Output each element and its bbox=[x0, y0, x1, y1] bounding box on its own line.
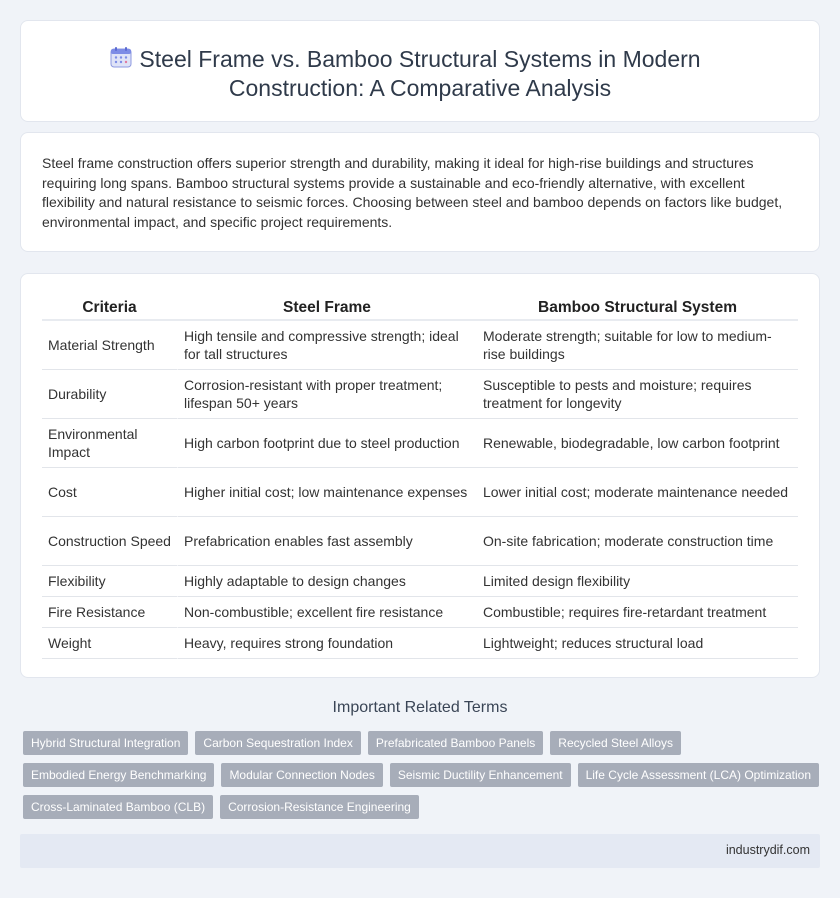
bamboo-cell: Susceptible to pests and moisture; requires treatment for longevity bbox=[477, 370, 798, 419]
bamboo-cell: Lower initial cost; moderate maintenance needed bbox=[477, 468, 798, 517]
footer-site-link[interactable]: industrydif.com bbox=[725, 843, 810, 857]
related-term-tag[interactable]: Prefabricated Bamboo Panels bbox=[368, 731, 543, 755]
intro-paragraph: Steel frame construction offers superior strength and durability, making it ideal for high-rise buildings and structures requiring long spans. Bamboo structural systems provide a sustainable and eco-friendly alternative, with excellent flexibility and natural resistance to seismic forces. Choosing between steel and bamboo depends on factors like budget, environmental impact, and specific project requirements. bbox=[42, 155, 783, 230]
criteria-cell: Environmental Impact bbox=[42, 419, 177, 468]
header-steel-frame: Steel Frame bbox=[177, 295, 477, 321]
criteria-cell: Weight bbox=[42, 628, 177, 659]
related-term-tag[interactable]: Carbon Sequestration Index bbox=[195, 731, 360, 755]
comparison-table bbox=[42, 295, 798, 659]
table-row bbox=[42, 517, 798, 566]
steel-cell: High tensile and compressive strength; ideal for tall structures bbox=[177, 321, 477, 370]
term-row bbox=[23, 763, 823, 787]
comparison-table-card bbox=[20, 273, 820, 678]
header-criteria: Criteria bbox=[42, 295, 177, 321]
steel-cell: Heavy, requires strong foundation bbox=[177, 628, 477, 659]
bamboo-cell: Limited design flexibility bbox=[477, 566, 798, 597]
related-term-tag[interactable]: Recycled Steel Alloys bbox=[550, 731, 681, 755]
intro-card bbox=[20, 132, 820, 252]
criteria-cell: Material Strength bbox=[42, 321, 177, 370]
table-row bbox=[42, 419, 798, 468]
bamboo-cell: Lightweight; reduces structural load bbox=[477, 628, 798, 659]
criteria-cell: Fire Resistance bbox=[42, 597, 177, 628]
bamboo-cell: On-site fabrication; moderate construction time bbox=[477, 517, 798, 566]
term-row bbox=[23, 795, 823, 819]
table-row bbox=[42, 566, 798, 597]
criteria-cell: Durability bbox=[42, 370, 177, 419]
term-row bbox=[23, 731, 823, 755]
steel-cell: Prefabrication enables fast assembly bbox=[177, 517, 477, 566]
related-terms-list bbox=[23, 731, 823, 827]
steel-cell: High carbon footprint due to steel production bbox=[177, 419, 477, 468]
steel-cell: Higher initial cost; low maintenance expenses bbox=[177, 468, 477, 517]
bamboo-cell: Moderate strength; suitable for low to medium-rise buildings bbox=[477, 321, 798, 370]
steel-cell: Non-combustible; excellent fire resistance bbox=[177, 597, 477, 628]
criteria-cell: Flexibility bbox=[42, 566, 177, 597]
footer-bar bbox=[20, 834, 820, 868]
related-terms-heading: Important Related Terms bbox=[332, 699, 508, 716]
related-term-tag[interactable]: Corrosion-Resistance Engineering bbox=[220, 795, 419, 819]
title-card bbox=[20, 20, 820, 122]
related-term-tag[interactable]: Embodied Energy Benchmarking bbox=[23, 763, 214, 787]
steel-cell: Corrosion-resistant with proper treatment; lifespan 50+ years bbox=[177, 370, 477, 419]
bamboo-cell: Renewable, biodegradable, low carbon footprint bbox=[477, 419, 798, 468]
table-header-row bbox=[42, 295, 798, 321]
related-term-tag[interactable]: Life Cycle Assessment (LCA) Optimization bbox=[578, 763, 819, 787]
related-term-tag[interactable]: Hybrid Structural Integration bbox=[23, 731, 188, 755]
related-term-tag[interactable]: Seismic Ductility Enhancement bbox=[390, 763, 571, 787]
steel-cell: Highly adaptable to design changes bbox=[177, 566, 477, 597]
table-row bbox=[42, 370, 798, 419]
header-bamboo-system: Bamboo Structural System bbox=[477, 295, 798, 321]
criteria-cell: Construction Speed bbox=[42, 517, 177, 566]
bamboo-cell: Combustible; requires fire-retardant treatment bbox=[477, 597, 798, 628]
page-title: Steel Frame vs. Bamboo Structural Systems in Modern Construction: A Comparative Analysis bbox=[139, 46, 701, 101]
table-row bbox=[42, 321, 798, 370]
table-row bbox=[42, 597, 798, 628]
criteria-cell: Cost bbox=[42, 468, 177, 517]
table-row bbox=[42, 628, 798, 659]
table-row bbox=[42, 468, 798, 517]
related-term-tag[interactable]: Cross-Laminated Bamboo (CLB) bbox=[23, 795, 213, 819]
related-term-tag[interactable]: Modular Connection Nodes bbox=[221, 763, 382, 787]
